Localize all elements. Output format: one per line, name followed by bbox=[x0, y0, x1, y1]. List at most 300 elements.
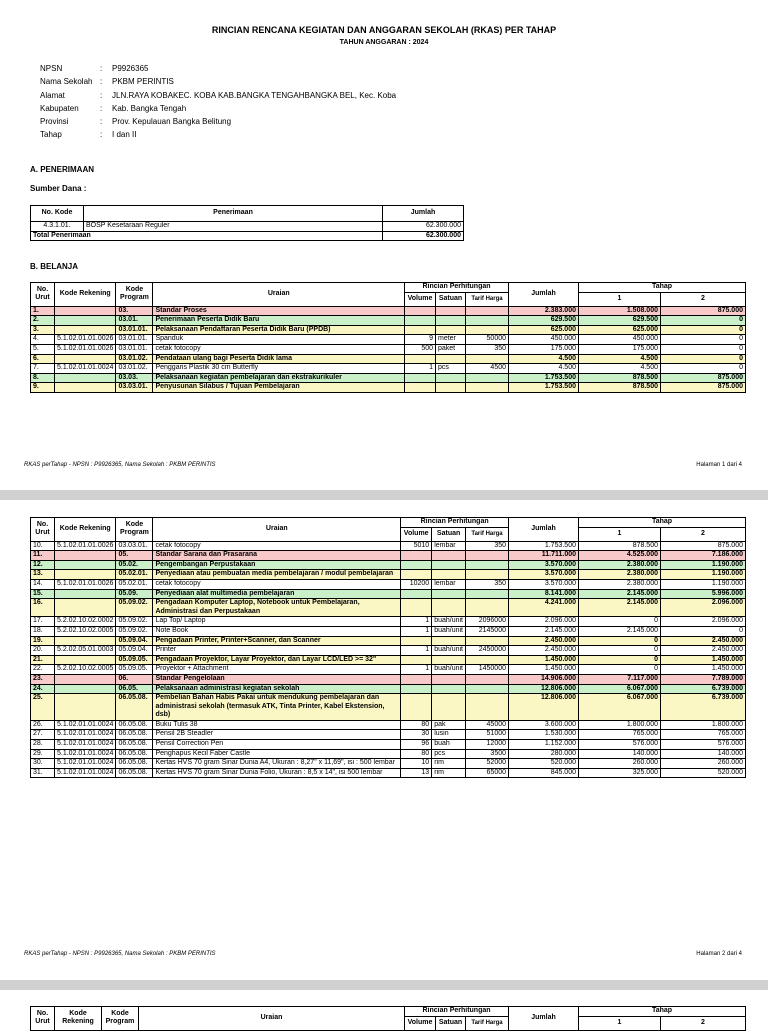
page-3 bbox=[0, 990, 768, 1024]
cell-program: 05.09. bbox=[116, 589, 153, 599]
cell-no: 9. bbox=[31, 383, 55, 393]
info-value: Kab. Bangka Tengah bbox=[112, 103, 187, 113]
table-row bbox=[31, 626, 746, 636]
cell-program: 05.09.04. bbox=[116, 636, 153, 646]
cell-tarif bbox=[466, 373, 509, 383]
table-row bbox=[31, 354, 746, 364]
cell-tahap-2: 7.789.000 bbox=[661, 674, 746, 684]
info-label: Nama Sekolah bbox=[40, 77, 93, 87]
cell-tarif: 65000 bbox=[466, 768, 509, 778]
cell-jumlah: 280.000 bbox=[509, 749, 579, 759]
cell-rekening: 5.1.02.01.01.0026 bbox=[55, 335, 116, 345]
table-row bbox=[31, 599, 746, 617]
cell-satuan bbox=[432, 570, 466, 580]
cell-satuan bbox=[432, 551, 466, 561]
cell-tarif: 3500 bbox=[466, 749, 509, 759]
cell-volume bbox=[401, 636, 432, 646]
cell-uraian: Pensil 2B Steadler bbox=[153, 730, 401, 740]
cell-volume: 1 bbox=[401, 665, 432, 675]
footer-text: RKAS perTahap - NPSN : P9926365, Nama Sekolah : PKBM PERINTIS bbox=[24, 462, 216, 468]
cell-tahap-1: 4.500 bbox=[579, 354, 661, 364]
table-row bbox=[31, 344, 746, 354]
cell-uraian: Kertas HVS 70 gram Sinar Dunia Folio, Ukuran : 8,5 x 14", isi 500 lembar bbox=[153, 768, 401, 778]
cell-rekening bbox=[55, 306, 116, 316]
cell-volume bbox=[401, 560, 432, 570]
cell-tahap-2: 1.450.000 bbox=[661, 655, 746, 665]
cell-program: 03.01.02. bbox=[116, 364, 153, 374]
table-row bbox=[31, 759, 746, 769]
cell-no: 28. bbox=[31, 740, 55, 750]
cell-uraian: Standar Proses bbox=[153, 306, 405, 316]
cell-tarif bbox=[466, 655, 509, 665]
col-header-tahap-1: 1 bbox=[579, 292, 661, 306]
page-subtitle: TAHUN ANGGARAN : 2024 bbox=[339, 39, 429, 46]
cell-tahap-1: 765.000 bbox=[579, 730, 661, 740]
cell-uraian: Standar Pengelolaan bbox=[153, 674, 401, 684]
table-row bbox=[31, 655, 746, 665]
table-row bbox=[31, 646, 746, 656]
cell-tahap-1: 325.000 bbox=[579, 768, 661, 778]
cell-no: 6. bbox=[31, 354, 55, 364]
table-row bbox=[31, 749, 746, 759]
cell-volume bbox=[405, 354, 436, 364]
cell-tarif: 2096000 bbox=[466, 617, 509, 627]
cell-jumlah: 4.500 bbox=[509, 354, 579, 364]
cell-uraian: Standar Sarana dan Prasarana bbox=[153, 551, 401, 561]
cell-tahap-1: 2.380.000 bbox=[579, 579, 661, 589]
cell-satuan: rim bbox=[432, 759, 466, 769]
cell-volume: 80 bbox=[401, 749, 432, 759]
cell-rekening: 5.1.02.01.01.0026 bbox=[55, 344, 116, 354]
cell-uraian: Penyediaan alat multimedia pembelajaran bbox=[153, 589, 401, 599]
cell-tahap-2: 875.000 bbox=[661, 541, 746, 551]
info-row bbox=[40, 89, 396, 102]
table-row bbox=[31, 222, 464, 232]
belanja-table bbox=[30, 1006, 746, 1031]
col-header-volume: Volume bbox=[405, 292, 436, 306]
cell-tahap-2: 2.096.000 bbox=[661, 599, 746, 617]
cell-satuan bbox=[436, 373, 466, 383]
cell-volume: 30 bbox=[401, 730, 432, 740]
cell-rekening: 5.2.02.10.02.0005 bbox=[55, 665, 116, 675]
table-row bbox=[31, 316, 746, 326]
cell-rekening bbox=[55, 560, 116, 570]
col-header-satuan: Satuan bbox=[436, 292, 466, 306]
col-header-jumlah: Jumlah bbox=[509, 518, 579, 542]
cell-rekening bbox=[55, 570, 116, 580]
cell-volume bbox=[401, 589, 432, 599]
col-header-satuan: Satuan bbox=[432, 527, 466, 541]
cell-tahap-1: 0 bbox=[579, 646, 661, 656]
cell-uraian: Buku Tulis 38 bbox=[153, 720, 401, 730]
cell-satuan bbox=[432, 636, 466, 646]
cell-tahap-2: 2.096.000 bbox=[661, 617, 746, 627]
cell-tahap-2: 140.000 bbox=[661, 749, 746, 759]
cell-uraian: Kertas HVS 70 gram Sinar Dunia A4, Ukuran : 8,27" x 11,69", isi : 500 lembar bbox=[153, 759, 401, 769]
cell-tarif bbox=[466, 551, 509, 561]
cell-tarif bbox=[466, 636, 509, 646]
cell-satuan: buah/unit bbox=[432, 665, 466, 675]
cell-no: 13. bbox=[31, 570, 55, 580]
cell-satuan: lusin bbox=[432, 730, 466, 740]
info-colon: : bbox=[100, 64, 103, 73]
cell-uraian: cetak fotocopy bbox=[153, 541, 401, 551]
info-colon: : bbox=[100, 77, 103, 87]
cell-rekening bbox=[55, 636, 116, 646]
cell-tahap-1: 878.500 bbox=[579, 541, 661, 551]
cell-no: 27. bbox=[31, 730, 55, 740]
table-cell: BOSP Kesetaraan Reguler bbox=[84, 222, 383, 232]
cell-volume: 96 bbox=[401, 740, 432, 750]
total-value: 62.300.000 bbox=[383, 231, 464, 241]
info-label: Provinsi bbox=[40, 117, 69, 127]
cell-program: 03.03. bbox=[116, 373, 153, 383]
page-number: Halaman 2 dari 4 bbox=[696, 951, 742, 957]
cell-rekening bbox=[55, 674, 116, 684]
cell-volume: 10 bbox=[401, 759, 432, 769]
col-header-tahap-2: 2 bbox=[661, 292, 746, 306]
cell-uraian: Pendataan ulang bagi Peserta Didik lama bbox=[153, 354, 405, 364]
table-row bbox=[31, 570, 746, 580]
table-row bbox=[31, 684, 746, 694]
cell-uraian: Pengembangan Perpustakaan bbox=[153, 560, 401, 570]
cell-tahap-2: 875.000 bbox=[661, 383, 746, 393]
cell-tarif: 45000 bbox=[466, 720, 509, 730]
cell-volume bbox=[401, 599, 432, 617]
cell-tahap-2: 765.000 bbox=[661, 730, 746, 740]
cell-rekening: 5.2.02.10.02.0002 bbox=[55, 617, 116, 627]
table-row bbox=[31, 579, 746, 589]
penerimaan-table bbox=[30, 205, 464, 241]
info-value: JLN.RAYA KOBAKEC. KOBA KAB.BANGKA TENGAHBANGKA BEL, Kec. Koba bbox=[112, 90, 397, 100]
col-header-tahap-2: 2 bbox=[661, 1016, 746, 1030]
cell-jumlah: 2.383.000 bbox=[509, 306, 579, 316]
cell-tahap-1: 1.508.000 bbox=[579, 306, 661, 316]
cell-rekening bbox=[55, 684, 116, 694]
cell-tahap-2: 1.190.000 bbox=[661, 560, 746, 570]
cell-tahap-2: 576.000 bbox=[661, 740, 746, 750]
cell-tahap-1: 7.117.000 bbox=[579, 674, 661, 684]
cell-no: 4. bbox=[31, 335, 55, 345]
cell-program: 05.09.05. bbox=[116, 665, 153, 675]
cell-no: 8. bbox=[31, 373, 55, 383]
cell-satuan bbox=[436, 316, 466, 326]
cell-jumlah: 3.570.000 bbox=[509, 560, 579, 570]
cell-satuan: rim bbox=[432, 768, 466, 778]
cell-tahap-2: 1.190.000 bbox=[661, 570, 746, 580]
cell-satuan bbox=[432, 674, 466, 684]
cell-no: 25. bbox=[31, 694, 55, 721]
cell-jumlah: 2.096.000 bbox=[509, 617, 579, 627]
col-header-rincian: Rincian Perhitungan bbox=[405, 1007, 509, 1017]
cell-tahap-1: 629.500 bbox=[579, 316, 661, 326]
cell-program: 05.02. bbox=[116, 560, 153, 570]
cell-tarif: 12000 bbox=[466, 740, 509, 750]
col-header: Jumlah bbox=[383, 206, 464, 222]
cell-tahap-1: 2.380.000 bbox=[579, 560, 661, 570]
cell-satuan: pak bbox=[432, 720, 466, 730]
footer-text: RKAS perTahap - NPSN : P9926365, Nama Sekolah : PKBM PERINTIS bbox=[24, 951, 216, 957]
info-row bbox=[40, 75, 396, 88]
cell-uraian: cetak fotocopy bbox=[153, 344, 405, 354]
cell-volume bbox=[401, 674, 432, 684]
cell-program: 06.05.08. bbox=[116, 759, 153, 769]
cell-volume: 1 bbox=[401, 646, 432, 656]
cell-program: 06.05.08. bbox=[116, 768, 153, 778]
cell-jumlah: 3.570.000 bbox=[509, 570, 579, 580]
cell-tarif bbox=[466, 589, 509, 599]
cell-rekening: 5.1.02.01.01.0026 bbox=[55, 579, 116, 589]
cell-program: 05.09.04. bbox=[116, 646, 153, 656]
cell-uraian: Pengadaan Komputer Laptop, Notebook untuk Pembelajaran, Administrasi dan Perpustakaan bbox=[153, 599, 401, 617]
table-row bbox=[31, 740, 746, 750]
cell-satuan: buah/unit bbox=[432, 626, 466, 636]
cell-tahap-2: 0 bbox=[661, 335, 746, 345]
cell-tahap-1: 878.500 bbox=[579, 373, 661, 383]
cell-uraian: Penyusunan Silabus / Tujuan Pembelajaran bbox=[153, 383, 405, 393]
cell-no: 12. bbox=[31, 560, 55, 570]
cell-no: 3. bbox=[31, 325, 55, 335]
school-info bbox=[40, 62, 396, 142]
cell-rekening: 5.2.02.10.02.0005 bbox=[55, 626, 116, 636]
cell-uraian: cetak fotocopy bbox=[153, 579, 401, 589]
cell-no: 14. bbox=[31, 579, 55, 589]
cell-no: 26. bbox=[31, 720, 55, 730]
cell-tahap-2: 0 bbox=[661, 325, 746, 335]
cell-tahap-1: 1.800.000 bbox=[579, 720, 661, 730]
cell-volume: 9 bbox=[405, 335, 436, 345]
cell-no: 10. bbox=[31, 541, 55, 551]
cell-volume: 13 bbox=[401, 768, 432, 778]
table-cell: 62.300.000 bbox=[383, 222, 464, 232]
col-header-uraian: Uraian bbox=[153, 283, 405, 307]
cell-tahap-2: 1.450.000 bbox=[661, 665, 746, 675]
cell-tarif bbox=[466, 325, 509, 335]
cell-tarif: 350 bbox=[466, 344, 509, 354]
table-row bbox=[31, 325, 746, 335]
cell-rekening: 5.1.02.01.01.0024 bbox=[55, 740, 116, 750]
cell-jumlah: 1.753.500 bbox=[509, 541, 579, 551]
page-2 bbox=[0, 500, 768, 980]
cell-no: 30. bbox=[31, 759, 55, 769]
table-row bbox=[31, 541, 746, 551]
cell-volume bbox=[401, 655, 432, 665]
cell-uraian: Proyektor + Attachment bbox=[153, 665, 401, 675]
cell-volume: 1 bbox=[405, 364, 436, 374]
cell-tahap-1: 450.000 bbox=[579, 335, 661, 345]
cell-tahap-1: 2.380.000 bbox=[579, 570, 661, 580]
col-header-rekening: Kode Rekening bbox=[55, 283, 116, 307]
cell-rekening: 5.1.02.01.01.0024 bbox=[55, 720, 116, 730]
col-header-program: Kode Program bbox=[116, 283, 153, 307]
cell-tahap-1: 0 bbox=[579, 665, 661, 675]
cell-program: 03.03.01. bbox=[116, 541, 153, 551]
cell-rekening bbox=[55, 373, 116, 383]
cell-tarif: 2450000 bbox=[466, 646, 509, 656]
table-row bbox=[31, 551, 746, 561]
cell-satuan: pcs bbox=[432, 749, 466, 759]
cell-volume bbox=[405, 316, 436, 326]
cell-tahap-2: 875.000 bbox=[661, 373, 746, 383]
cell-uraian: Pelaksanaan Pendaftaran Peserta Didik Baru (PPDB) bbox=[153, 325, 405, 335]
col-header-satuan: Satuan bbox=[436, 1016, 466, 1030]
cell-satuan bbox=[436, 325, 466, 335]
cell-tahap-1: 6.067.000 bbox=[579, 684, 661, 694]
cell-program: 03. bbox=[116, 306, 153, 316]
col-header-uraian: Uraian bbox=[139, 1007, 405, 1031]
cell-rekening bbox=[55, 354, 116, 364]
cell-no: 18. bbox=[31, 626, 55, 636]
cell-program: 03.01.01. bbox=[116, 325, 153, 335]
cell-jumlah: 4.241.000 bbox=[509, 599, 579, 617]
cell-no: 20. bbox=[31, 646, 55, 656]
cell-tahap-1: 576.000 bbox=[579, 740, 661, 750]
cell-jumlah: 845.000 bbox=[509, 768, 579, 778]
cell-no: 7. bbox=[31, 364, 55, 374]
cell-tahap-2: 260.000 bbox=[661, 759, 746, 769]
cell-jumlah: 2.450.000 bbox=[509, 636, 579, 646]
cell-no: 11. bbox=[31, 551, 55, 561]
cell-jumlah: 175.000 bbox=[509, 344, 579, 354]
cell-jumlah: 8.141.000 bbox=[509, 589, 579, 599]
col-header-tahap: Tahap bbox=[579, 283, 746, 293]
cell-satuan: buah/unit bbox=[432, 617, 466, 627]
info-row bbox=[40, 102, 396, 115]
cell-tarif bbox=[466, 570, 509, 580]
col-header-rincian: Rincian Perhitungan bbox=[401, 518, 509, 528]
cell-satuan bbox=[432, 599, 466, 617]
belanja-table bbox=[30, 517, 746, 778]
info-label: Alamat bbox=[40, 90, 65, 100]
cell-satuan: paket bbox=[436, 344, 466, 354]
table-row bbox=[31, 364, 746, 374]
cell-jumlah: 4.500 bbox=[509, 364, 579, 374]
cell-tarif bbox=[466, 306, 509, 316]
col-header-rekening: Kode Rekening bbox=[55, 518, 116, 542]
cell-no: 17. bbox=[31, 617, 55, 627]
cell-satuan bbox=[432, 684, 466, 694]
cell-tarif bbox=[466, 684, 509, 694]
page-gap bbox=[0, 490, 768, 500]
col-header-program: Kode Program bbox=[116, 518, 153, 542]
cell-program: 05.02.01. bbox=[116, 570, 153, 580]
col-header: Penerimaan bbox=[84, 206, 383, 222]
col-header-tahap-1: 1 bbox=[579, 527, 661, 541]
cell-tarif: 1450000 bbox=[466, 665, 509, 675]
page-gap bbox=[0, 980, 768, 990]
cell-tarif: 350 bbox=[466, 579, 509, 589]
cell-tarif bbox=[466, 599, 509, 617]
cell-program: 03.03.01. bbox=[116, 383, 153, 393]
cell-satuan: lembar bbox=[432, 579, 466, 589]
cell-program: 03.01.01. bbox=[116, 344, 153, 354]
col-header-tahap-1: 1 bbox=[579, 1016, 661, 1030]
cell-volume: 1 bbox=[401, 617, 432, 627]
cell-tahap-2: 1.800.000 bbox=[661, 720, 746, 730]
cell-satuan bbox=[432, 560, 466, 570]
col-header-tarif: Tarif Harga bbox=[466, 1016, 509, 1030]
info-row bbox=[40, 62, 396, 75]
cell-no: 5. bbox=[31, 344, 55, 354]
col-header-program: Kode Program bbox=[102, 1007, 139, 1031]
cell-rekening bbox=[55, 655, 116, 665]
table-row bbox=[31, 335, 746, 345]
cell-uraian: Lap Top/ Laptop bbox=[153, 617, 401, 627]
cell-no: 21. bbox=[31, 655, 55, 665]
cell-no: 29. bbox=[31, 749, 55, 759]
cell-rekening: 5.1.02.01.01.0024 bbox=[55, 759, 116, 769]
info-label: NPSN bbox=[40, 64, 63, 73]
table-row bbox=[31, 720, 746, 730]
cell-tahap-1: 4.525.000 bbox=[579, 551, 661, 561]
cell-volume: 500 bbox=[405, 344, 436, 354]
cell-tarif: 52000 bbox=[466, 759, 509, 769]
cell-uraian: Note Book bbox=[153, 626, 401, 636]
cell-tarif bbox=[466, 694, 509, 721]
page-title: RINCIAN RENCANA KEGIATAN DAN ANGGARAN SEKOLAH (RKAS) PER TAHAP bbox=[211, 25, 557, 35]
cell-tahap-1: 878.500 bbox=[579, 383, 661, 393]
cell-satuan bbox=[436, 306, 466, 316]
table-row bbox=[31, 665, 746, 675]
cell-no: 22. bbox=[31, 665, 55, 675]
cell-jumlah: 12.806.000 bbox=[509, 694, 579, 721]
col-header-jumlah: Jumlah bbox=[509, 1007, 579, 1031]
cell-satuan bbox=[432, 655, 466, 665]
info-colon: : bbox=[100, 117, 103, 127]
cell-satuan bbox=[436, 383, 466, 393]
cell-uraian: Penggaris Plastik 30 cm Butterfly bbox=[153, 364, 405, 374]
cell-volume: 10200 bbox=[401, 579, 432, 589]
cell-tarif: 2145000 bbox=[466, 626, 509, 636]
cell-satuan: buah bbox=[432, 740, 466, 750]
cell-tarif bbox=[466, 316, 509, 326]
cell-program: 05.09.02. bbox=[116, 617, 153, 627]
cell-tahap-2: 2.450.000 bbox=[661, 646, 746, 656]
table-row bbox=[31, 674, 746, 684]
cell-jumlah: 625.000 bbox=[509, 325, 579, 335]
table-cell: 4.3.1.01. bbox=[31, 222, 84, 232]
cell-tahap-2: 520.000 bbox=[661, 768, 746, 778]
cell-tahap-2: 0 bbox=[661, 354, 746, 364]
info-value: Prov. Kepulauan Bangka Belitung bbox=[112, 117, 232, 127]
col-header-rekening: Kode Rekening bbox=[55, 1007, 102, 1031]
col-header-tahap: Tahap bbox=[579, 1007, 746, 1017]
cell-tahap-2: 7.186.000 bbox=[661, 551, 746, 561]
cell-volume: 80 bbox=[401, 720, 432, 730]
cell-uraian: Penerimaan Peserta Didik Baru bbox=[153, 316, 405, 326]
cell-rekening bbox=[55, 325, 116, 335]
cell-tahap-1: 6.067.000 bbox=[579, 694, 661, 721]
cell-program: 06.05.08. bbox=[116, 730, 153, 740]
cell-rekening: 5.1.02.01.01.0024 bbox=[55, 730, 116, 740]
col-header-volume: Volume bbox=[401, 527, 432, 541]
cell-tarif bbox=[466, 560, 509, 570]
cell-rekening bbox=[55, 599, 116, 617]
cell-no: 2. bbox=[31, 316, 55, 326]
table-row bbox=[31, 560, 746, 570]
cell-satuan: meter bbox=[436, 335, 466, 345]
cell-tahap-2: 0 bbox=[661, 626, 746, 636]
table-row bbox=[31, 617, 746, 627]
cell-no: 19. bbox=[31, 636, 55, 646]
section-penerimaan: A. PENERIMAAN bbox=[30, 165, 95, 174]
cell-jumlah: 14.906.000 bbox=[509, 674, 579, 684]
cell-volume bbox=[401, 684, 432, 694]
cell-jumlah: 1.450.000 bbox=[509, 655, 579, 665]
cell-satuan bbox=[432, 589, 466, 599]
cell-tahap-2: 0 bbox=[661, 364, 746, 374]
cell-uraian: Penghapus Kecil Faber Castle bbox=[153, 749, 401, 759]
